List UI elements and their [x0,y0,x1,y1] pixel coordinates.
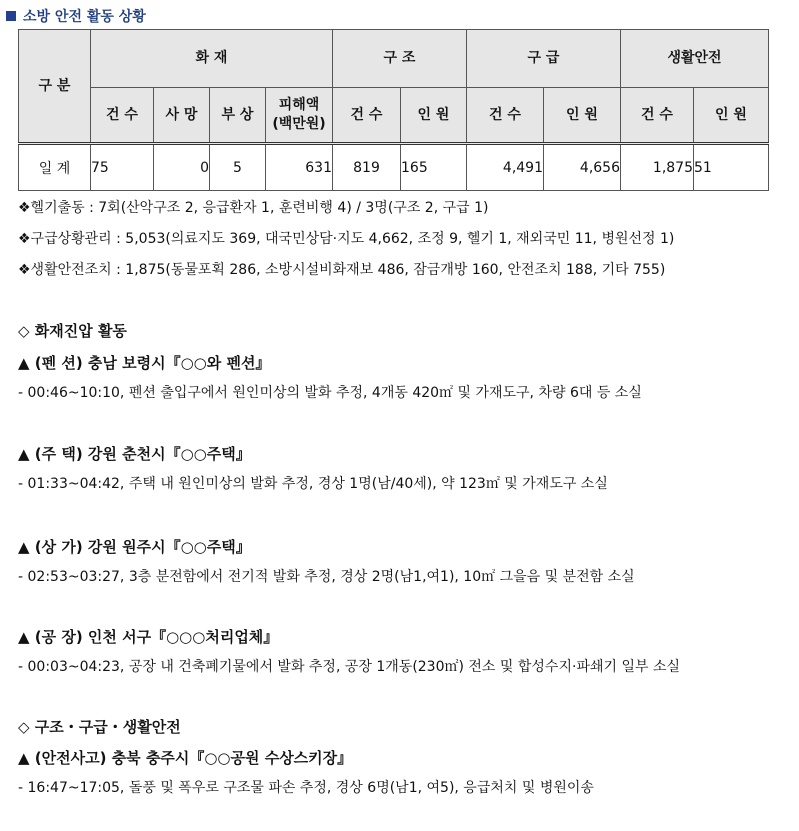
table-cell: 51 [694,144,769,191]
col-fire-damage: 피해액 (백만원) [266,87,333,144]
incident-title: ▲ (상 가) 강원 원주시『○○주택』 [18,538,251,556]
group-header-rescue: 구 조 [333,30,467,88]
table-cell: 4,656 [544,144,621,191]
square-bullet-icon [6,11,16,21]
summary-life-safety: ❖생활안전조치 : 1,875(동물포획 286, 소방시설비화재보 486, 잠금개방 160, 안전조치 188, 기타 755) [18,262,666,278]
col-ems-count: 건 수 [467,87,544,144]
incident-detail: - 01:33~04:42, 주택 내 원인미상의 발화 추정, 경상 1명(남/40세), 약 123㎡ 및 가재도구 소실 [18,476,608,492]
rescue-section-heading: ◇ 구조・구급・생활안전 [18,718,181,736]
summary-list [18,197,674,290]
incident-detail: - 00:46~10:10, 펜션 출입구에서 원인미상의 발화 추정, 4개동 420㎡ 및 가재도구, 차량 6대 등 소실 [18,385,642,401]
col-fire-count: 건 수 [91,87,154,144]
incident-title: ▲ (공 장) 인천 서구『○○○처리업체』 [18,628,279,646]
col-rescue-persons: 인 원 [401,87,467,144]
group-header-life-safety: 생활안전 [621,30,769,88]
summary-helicopter: ❖헬기출동 : 7회(산악구조 2, 응급환자 1, 훈련비행 4) / 3명(구조 2, 구급 1) [18,200,489,216]
section-title-text: 소방 안전 활동 상황 [23,9,146,25]
col-life-persons: 인 원 [694,87,769,144]
incident-detail: - 02:53~03:27, 3층 분전함에서 전기적 발화 추정, 경상 2명(남1,여1), 10㎡ 그을음 및 분전함 소실 [18,569,635,585]
group-header-fire: 화 재 [91,30,333,88]
incident-detail: - 16:47~17:05, 돌풍 및 폭우로 구조물 파손 추정, 경상 6명(남1, 여5), 응급처치 및 병원이송 [18,780,594,796]
row-header: 구 분 [19,30,91,144]
table-row [19,144,769,191]
row-label: 일 계 [19,144,91,191]
table-cell: 5 [210,144,266,191]
incident-title: ▲ (펜 션) 충남 보령시『○○와 펜션』 [18,354,271,372]
col-fire-deaths: 사 망 [154,87,210,144]
table-cell: 165 [401,144,467,191]
col-rescue-count: 건 수 [333,87,401,144]
table-cell: 75 [91,144,154,191]
section-title [6,6,146,26]
table-cell: 631 [266,144,333,191]
incident-detail: - 00:03~04:23, 공장 내 건축폐기물에서 발화 추정, 공장 1개동(230㎡) 전소 및 합성수지·파쇄기 일부 소실 [18,659,680,675]
table-cell: 1,875 [621,144,694,191]
activity-stats-table [18,29,769,191]
fire-section-heading: ◇ 화재진압 활동 [18,322,127,340]
group-header-ems: 구 급 [467,30,621,88]
table-cell: 0 [154,144,210,191]
table-cell: 819 [333,144,401,191]
summary-ems-management: ❖구급상황관리 : 5,053(의료지도 369, 대국민상담·지도 4,662, 조정 9, 헬기 1, 재외국민 11, 병원선정 1) [18,231,675,247]
col-ems-persons: 인 원 [544,87,621,144]
col-life-count: 건 수 [621,87,694,144]
col-fire-injuries: 부 상 [210,87,266,144]
incident-title: ▲ (주 택) 강원 춘천시『○○주택』 [18,445,251,463]
table-cell: 4,491 [467,144,544,191]
incident-title: ▲ (안전사고) 충북 충주시『○○공원 수상스키장』 [18,749,353,767]
